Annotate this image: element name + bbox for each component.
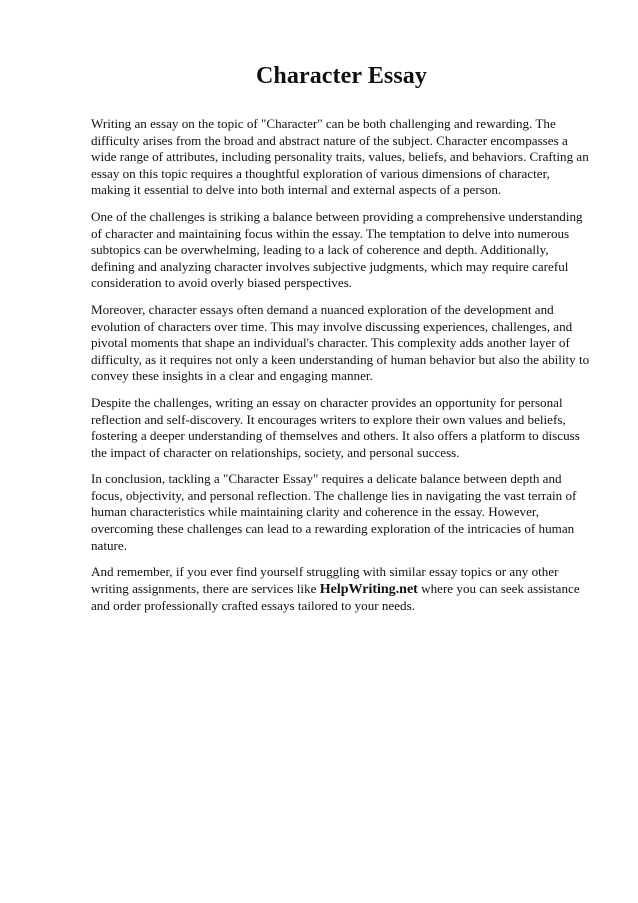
closing-text-before: And remember, if you ever find yourself struggling with similar essay topics or any other writing assignments, there are services like: [91, 564, 559, 596]
paragraph-conclusion: In conclusion, tackling a "Character Essay" requires a delicate balance between depth and focus, objectivity, and personal reflection. The challenge lies in navigating the vast terrain of human characteristics while maintaining clarity and coherence in the essay. However, overcoming these challenges can lead to a rewarding exploration of the intricacies of human nature.: [91, 471, 577, 553]
paragraph-development: Moreover, character essays often demand a nuanced exploration of the development and evolution of characters over time. This may involve discussing experiences, challenges, and pivotal moments that shape an individual's character. This complexity adds another layer of difficulty, as it requires not only a keen understanding of human behavior but also the ability to convey these insights in a clear and engaging manner.: [91, 301, 590, 384]
page-title: Character Essay: [255, 63, 428, 89]
brand-name: HelpWriting.net: [319, 581, 418, 597]
paragraph-challenges: One of the challenges is striking a balance between providing a comprehensive understanding of character and maintaining focus within the essay. The temptation to delve into numerous subtopics can be overwhelming, leading to a lack of coherence and depth. Additionally, defining and analyzing character involves subjective judgments, which may require careful consideration to avoid overly biased perspectives.: [91, 208, 583, 291]
closing-text-after: where you can seek assistance and order professionally crafted essays tailored to your needs.: [91, 580, 580, 614]
paragraph-intro: Writing an essay on the topic of "Character" can be both challenging and rewarding. The difficulty arises from the broad and abstract nature of the subject. Character encompasses a wide range of attributes, including personality traits, values, beliefs, and behaviors. Crafting an essay on this topic requires a thoughtful exploration of various dimensions of character, making it essential to delve into both internal and external aspects of a person.: [91, 116, 589, 198]
paragraph-reflection: Despite the challenges, writing an essay on character provides an opportunity for personal reflection and self-discovery. It encourages writers to explore their own values and beliefs, fostering a deeper understanding of themselves and others. It also offers a platform to discuss the impact of character on relationships, society, and personal success.: [91, 394, 580, 460]
paragraph-closing: [91, 564, 592, 615]
